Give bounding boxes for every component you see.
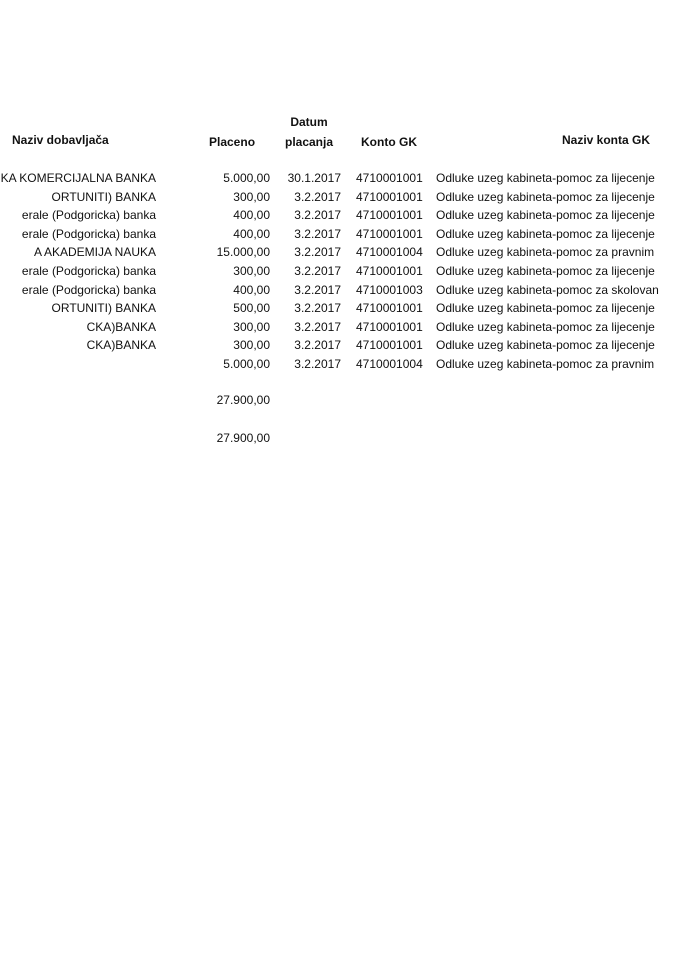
- cell-paid: 300,00: [233, 264, 270, 278]
- header-paid: Placeno: [209, 135, 256, 149]
- table-row: [0, 225, 679, 243]
- cell-supplier: ORTUNITI) BANKA: [51, 189, 156, 204]
- table-row: [0, 336, 679, 354]
- cell-konto: 4710001001: [356, 208, 423, 223]
- header-date: [278, 114, 340, 150]
- cell-supplier: ORTUNITI) BANKA: [51, 301, 156, 316]
- cell-date: 3.2.2017: [294, 208, 341, 223]
- cell-date: 3.2.2017: [294, 226, 341, 241]
- table-row: [0, 355, 679, 373]
- cell-date: 3.2.2017: [294, 264, 341, 278]
- cell-konto: 4710001001: [356, 264, 423, 278]
- cell-date: 3.2.2017: [294, 357, 341, 371]
- cell-konto: 4710001004: [356, 357, 423, 371]
- table-row: [0, 206, 679, 224]
- cell-paid: 400,00: [233, 226, 270, 241]
- cell-paid: 400,00: [233, 208, 270, 223]
- header-supplier: Naziv dobavljača: [12, 133, 109, 147]
- cell-date: 3.2.2017: [294, 189, 341, 204]
- cell-konto-name: Odluke uzeg kabineta-pomoc za lijecenje: [436, 226, 655, 241]
- cell-paid: 400,00: [233, 282, 270, 297]
- cell-konto: 4710001001: [356, 226, 423, 241]
- header-date-line2: placanja: [284, 135, 334, 149]
- cell-supplier: erale (Podgoricka) banka: [21, 208, 156, 223]
- cell-date: 30.1.2017: [287, 171, 341, 185]
- cell-date: 3.2.2017: [294, 282, 341, 297]
- cell-konto-name: Odluke uzeg kabineta-pomoc za pravnim: [436, 245, 655, 260]
- cell-paid: 300,00: [233, 338, 270, 353]
- cell-konto: 4710001003: [356, 282, 423, 297]
- header-konto-name: Naziv konta GK: [562, 133, 651, 147]
- cell-paid: 300,00: [233, 189, 270, 204]
- cell-konto-name: Odluke uzeg kabineta-pomoc za lijecenje: [436, 171, 655, 185]
- cell-supplier: erale (Podgoricka) banka: [21, 264, 156, 278]
- cell-date: 3.2.2017: [294, 301, 341, 316]
- cell-konto-name: Odluke uzeg kabineta-pomoc za lijecenje: [436, 208, 655, 223]
- table-row: [0, 243, 679, 261]
- cell-konto: 4710001001: [356, 338, 423, 353]
- cell-paid: 5.000,00: [223, 357, 270, 371]
- table-row: [0, 318, 679, 336]
- cell-date: 3.2.2017: [294, 245, 341, 260]
- cell-konto-name: Odluke uzeg kabineta-pomoc za pravnim: [436, 357, 655, 371]
- cell-paid: 5.000,00: [223, 171, 270, 185]
- cell-konto-name: Odluke uzeg kabineta-pomoc za lijecenje: [436, 301, 655, 316]
- cell-paid: 15.000,00: [216, 245, 270, 260]
- cell-supplier: erale (Podgoricka) banka: [21, 282, 156, 297]
- table-row: [0, 169, 679, 187]
- cell-konto-name: Odluke uzeg kabineta-pomoc za skolovan: [436, 282, 659, 297]
- cell-konto: 4710001001: [356, 171, 423, 185]
- header-date-line1: Datum: [290, 115, 328, 129]
- subtotal-amount: 27.900,00: [216, 393, 270, 407]
- cell-konto-name: Odluke uzeg kabineta-pomoc za lijecenje: [436, 189, 655, 204]
- cell-paid: 500,00: [233, 301, 270, 316]
- table-row: [0, 299, 679, 317]
- grand-total-amount: 27.900,00: [216, 431, 270, 445]
- table-row: [0, 188, 679, 206]
- cell-konto-name: Odluke uzeg kabineta-pomoc za lijecenje: [436, 338, 655, 353]
- cell-date: 3.2.2017: [294, 338, 341, 353]
- table-row: [0, 262, 679, 280]
- cell-konto-name: Odluke uzeg kabineta-pomoc za lijecenje: [436, 264, 655, 278]
- cell-supplier: CKA)BANKA: [86, 319, 156, 334]
- cell-date: 3.2.2017: [294, 319, 341, 334]
- header-konto: Konto GK: [361, 135, 417, 149]
- cell-supplier: erale (Podgoricka) banka: [21, 226, 156, 241]
- cell-konto: 4710001001: [356, 319, 423, 334]
- cell-konto-name: Odluke uzeg kabineta-pomoc za lijecenje: [436, 319, 655, 334]
- cell-konto: 4710001001: [356, 301, 423, 316]
- cell-supplier: A AKADEMIJA NAUKA: [33, 245, 156, 260]
- cell-supplier: KA KOMERCIJALNA BANKA: [0, 171, 156, 185]
- cell-paid: 300,00: [233, 319, 270, 334]
- cell-konto: 4710001001: [356, 189, 423, 204]
- table-row: [0, 281, 679, 299]
- cell-konto: 4710001004: [356, 245, 423, 260]
- cell-supplier: CKA)BANKA: [86, 338, 156, 353]
